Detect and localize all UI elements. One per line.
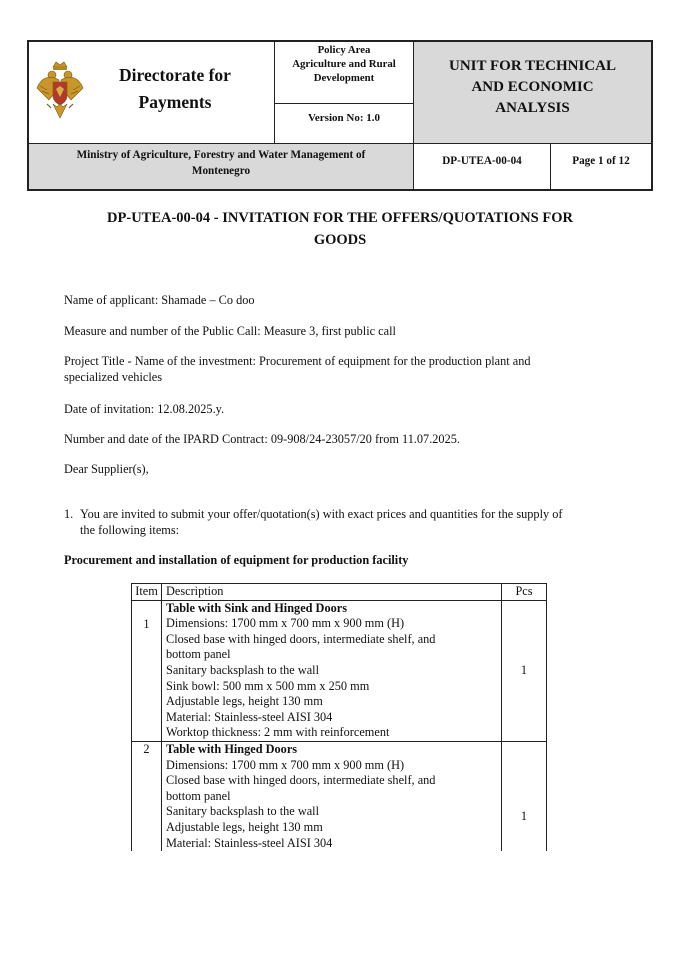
policy-line2: Agriculture and Rural	[292, 58, 396, 70]
item-spec-line: Adjustable legs, height 130 mm	[166, 819, 323, 834]
item-spec-line: Closed base with hinged doors, intermediate shelf, and	[166, 631, 436, 646]
item-quantity: 1	[502, 600, 547, 741]
column-header-item: Item	[132, 584, 162, 601]
invitation-date: Date of invitation: 12.08.2025.y.	[64, 402, 225, 416]
policy-area-cell	[275, 42, 414, 104]
item-spec-line: Dimensions: 1700 mm x 700 mm x 900 mm (H)	[166, 757, 405, 772]
document-code: DP-UTEA-00-04	[442, 155, 522, 167]
column-header-pcs: Pcs	[502, 584, 547, 601]
document-title-line2: GOODS	[313, 232, 367, 248]
policy-line1: Policy Area	[317, 44, 371, 56]
item-spec-line: Adjustable legs, height 130 mm	[166, 694, 323, 709]
unit-cell	[414, 42, 651, 144]
document-title	[40, 207, 640, 251]
unit-line3: ANALYSIS	[495, 100, 570, 116]
item-title: Table with Hinged Doors	[166, 741, 298, 756]
table-header-row	[132, 584, 547, 601]
section-heading: Procurement and installation of equipment for production facility	[64, 553, 409, 567]
item-description	[162, 600, 502, 741]
policy-line3: Development	[313, 72, 375, 84]
page-number-cell	[551, 144, 651, 189]
item-spec-line: bottom panel	[166, 788, 231, 803]
item-spec-line: Sanitary backsplash to the wall	[166, 662, 319, 677]
public-call-measure: Measure and number of the Public Call: Measure 3, first public call	[64, 324, 396, 338]
ministry-cell	[29, 144, 414, 189]
item-spec-line: Sink bowl: 500 mm x 500 mm x 250 mm	[166, 678, 370, 693]
instruction-number: 1.	[64, 507, 74, 521]
ministry-line2: Montenegro	[191, 165, 251, 177]
ministry-line1: Ministry of Agriculture, Forestry and Water Management of	[76, 149, 366, 161]
instruction-line2: the following items:	[80, 523, 180, 537]
project-title-line2: specialized vehicles	[64, 370, 162, 384]
items-table	[131, 583, 547, 892]
page-number: Page 1 of 12	[572, 155, 630, 167]
document-title-line1: DP-UTEA-00-04 - INVITATION FOR THE OFFERS/QUOTATIONS FOR	[107, 210, 573, 226]
item-spec-line: Worktop thickness: 2 mm with reinforcement	[166, 725, 390, 740]
item-spec-line: Dimensions: 1700 mm x 700 mm x 900 mm (H)	[166, 616, 405, 631]
item-spec-line: bottom panel	[166, 647, 231, 662]
document-header	[27, 40, 653, 191]
document-code-cell	[414, 144, 551, 189]
unit-line1: UNIT FOR TECHNICAL	[449, 58, 616, 74]
directorate-title-line1: Directorate for	[119, 65, 231, 85]
ipard-contract: Number and date of the IPARD Contract: 09-908/24-23057/20 from 11.07.2025.	[64, 432, 460, 446]
project-title	[64, 353, 619, 385]
version-cell	[275, 104, 414, 144]
item-spec-line: Material: Stainless-steel AISI 304	[166, 835, 333, 850]
instruction-line1: You are invited to submit your offer/quotation(s) with exact prices and quantities for the supply of	[80, 507, 563, 521]
item-spec-line: Closed base with hinged doors, intermediate shelf, and	[166, 773, 436, 788]
directorate-title-line2: Payments	[138, 92, 212, 112]
directorate-cell	[29, 42, 275, 144]
item-number: 1	[132, 600, 162, 741]
item-number: 2	[132, 741, 162, 891]
item-spec-line: Material: Stainless-steel AISI 304	[166, 709, 333, 724]
project-title-line1: Project Title - Name of the investment: Procurement of equipment for the production plant and	[64, 354, 531, 368]
greeting: Dear Supplier(s),	[64, 462, 149, 476]
item-quantity: 1	[502, 741, 547, 891]
version-number: Version No: 1.0	[307, 112, 380, 124]
unit-line2: AND ECONOMIC	[471, 79, 594, 95]
table-row	[132, 600, 547, 741]
page-bottom-margin	[0, 851, 679, 961]
item-spec-line: Sanitary backsplash to the wall	[166, 804, 319, 819]
montenegro-coat-of-arms-icon	[35, 60, 85, 122]
instruction-paragraph	[64, 506, 624, 538]
item-title: Table with Sink and Hinged Doors	[166, 600, 347, 615]
applicant-name: Name of applicant: Shamade – Co doo	[64, 293, 255, 307]
column-header-description: Description	[162, 584, 502, 601]
